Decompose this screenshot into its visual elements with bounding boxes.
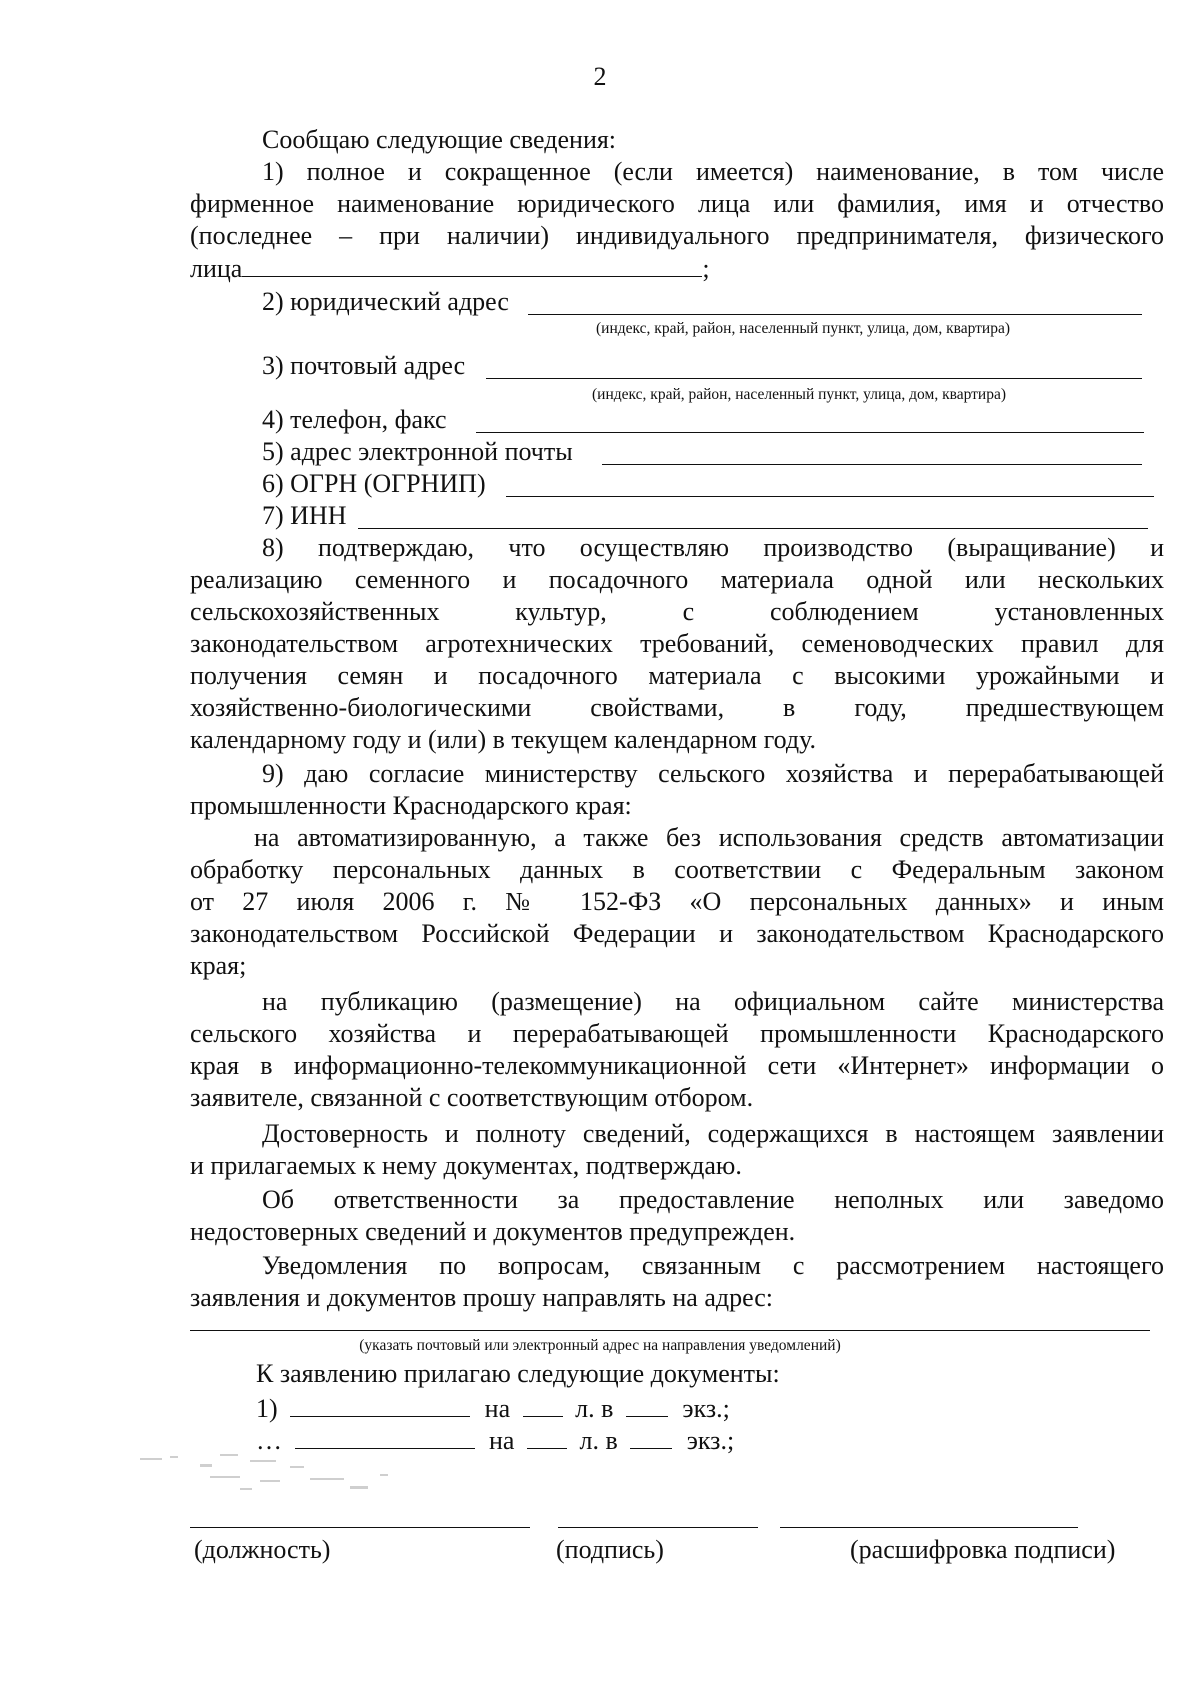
- position-field-line[interactable]: [190, 1527, 530, 1528]
- phone-label: 4) телефон, факс: [262, 405, 447, 434]
- item8-line: получения семян и посадочного материала с высокими урожайными и: [190, 661, 1164, 690]
- item9-consent-b-line: края в информационно-телекоммуникационной сети «Интернет» информации о: [190, 1051, 1164, 1080]
- attach-row-num: 1): [256, 1394, 278, 1423]
- legal-address-caption: (индекс, край, район, населенный пункт, улица, дом, квартира): [596, 320, 1011, 337]
- attach-pages-field-line[interactable]: [527, 1424, 567, 1449]
- signature-decode-field-line[interactable]: [780, 1527, 1078, 1528]
- attach-row: [256, 1392, 1200, 1425]
- postal-address-field-line[interactable]: [486, 378, 1142, 379]
- name-field-line[interactable]: [242, 252, 702, 277]
- item9-consent-a-line: обработку персональных данных в соответствии с Федеральным законом: [190, 855, 1164, 884]
- confirm-line: и прилагаемых к нему документах, подтверждаю.: [190, 1151, 742, 1180]
- item1-label: лица: [190, 254, 243, 283]
- legal-address-field-line[interactable]: [528, 314, 1142, 315]
- signature-decode-label: (расшифровка подписи): [850, 1535, 1116, 1564]
- legal-address-label: 2) юридический адрес: [262, 287, 509, 316]
- postal-address-caption: (индекс, край, район, населенный пункт, улица, дом, квартира): [592, 386, 1007, 403]
- item9-consent-a-line: края;: [190, 951, 247, 980]
- email-label: 5) адрес электронной почты: [262, 437, 573, 466]
- item1-line4: [190, 252, 1164, 285]
- item9-consent-b-line: сельского хозяйства и перерабатывающей промышленности Краснодарского: [190, 1019, 1164, 1048]
- inn-field-line[interactable]: [358, 528, 1148, 529]
- page-number: 2: [593, 62, 607, 91]
- ogrn-field-line[interactable]: [506, 496, 1154, 497]
- signature-label: (подпись): [556, 1535, 664, 1564]
- attach-doc-field-line[interactable]: [290, 1392, 470, 1417]
- item1-line3: (последнее – при наличии) индивидуального предпринимателя, физического: [190, 221, 1164, 250]
- intro-text: Сообщаю следующие сведения:: [262, 125, 617, 154]
- phone-field-line[interactable]: [476, 432, 1144, 433]
- item8-line: 8) подтверждаю, что осуществляю производство (выращивание) и: [262, 533, 1164, 562]
- notify-address-field-line[interactable]: [190, 1330, 1150, 1331]
- item8-line: реализацию семенного и посадочного материала одной или нескольких: [190, 565, 1164, 594]
- position-label: (должность): [194, 1535, 331, 1564]
- attach-na: на: [484, 1394, 511, 1423]
- attach-l: л. в: [579, 1426, 618, 1455]
- responsibility-line: Об ответственности за предоставление неполных или заведомо: [262, 1185, 1164, 1214]
- item9-intro-line: промышленности Краснодарского края:: [190, 791, 632, 820]
- attach-l: л. в: [575, 1394, 614, 1423]
- attach-doc-field-line[interactable]: [295, 1424, 475, 1449]
- confirm-line: Достоверность и полноту сведений, содержащихся в настоящем заявлении: [262, 1119, 1164, 1148]
- item9-intro-line: 9) даю согласие министерству сельского хозяйства и перерабатывающей: [262, 759, 1164, 788]
- attach-ekz: экз.;: [682, 1394, 730, 1423]
- item8-line: законодательством агротехнических требований, семеноводческих правил для: [190, 629, 1164, 658]
- attach-row-num: …: [256, 1426, 282, 1455]
- email-field-line[interactable]: [602, 464, 1142, 465]
- item9-consent-a-line: законодательством Российской Федерации и законодательством Краснодарского: [190, 919, 1164, 948]
- item8-line: календарному году и (или) в текущем календарном году.: [190, 725, 817, 754]
- ogrn-label: 6) ОГРН (ОГРНИП): [262, 469, 486, 498]
- item8-line: сельскохозяйственных культур, с соблюдением установленных: [190, 597, 1164, 626]
- attach-copies-field-line[interactable]: [626, 1392, 668, 1417]
- notify-line: Уведомления по вопросам, связанным с рассмотрением настоящего: [262, 1251, 1164, 1280]
- notify-caption: (указать почтовый или электронный адрес на направления уведомлений): [359, 1337, 841, 1354]
- attach-pages-field-line[interactable]: [523, 1392, 563, 1417]
- item1-semicolon: ;: [702, 254, 710, 283]
- item9-consent-b-line: на публикацию (размещение) на официальном сайте министерства: [262, 987, 1164, 1016]
- item8-line: хозяйственно-биологическими свойствами, в году, предшествующем: [190, 693, 1164, 722]
- responsibility-line: недостоверных сведений и документов предупрежден.: [190, 1217, 796, 1246]
- item9-consent-a-line: от 27 июля 2006 г. № 152-ФЗ «О персональных данных» и иным: [190, 887, 1164, 916]
- signature-field-line[interactable]: [558, 1527, 758, 1528]
- postal-address-label: 3) почтовый адрес: [262, 351, 466, 380]
- attach-na: на: [489, 1426, 515, 1455]
- notify-line: заявления и документов прошу направлять на адрес:: [190, 1283, 774, 1312]
- item9-consent-a-line: на автоматизированную, а также без использования средств автоматизации: [254, 823, 1164, 852]
- item9-consent-b-line: заявителе, связанной с соответствующим отбором.: [190, 1083, 754, 1112]
- item1-line1: 1) полное и сокращенное (если имеется) наименование, в том числе: [262, 157, 1164, 186]
- item1-line2: фирменное наименование юридического лица или фамилия, имя и отчество: [190, 189, 1164, 218]
- inn-label: 7) ИНН: [262, 501, 347, 530]
- attach-copies-field-line[interactable]: [630, 1424, 672, 1449]
- attach-ekz: экз.;: [686, 1426, 735, 1455]
- scan-smudge: [140, 1448, 440, 1498]
- attach-intro: К заявлению прилагаю следующие документы:: [256, 1359, 780, 1388]
